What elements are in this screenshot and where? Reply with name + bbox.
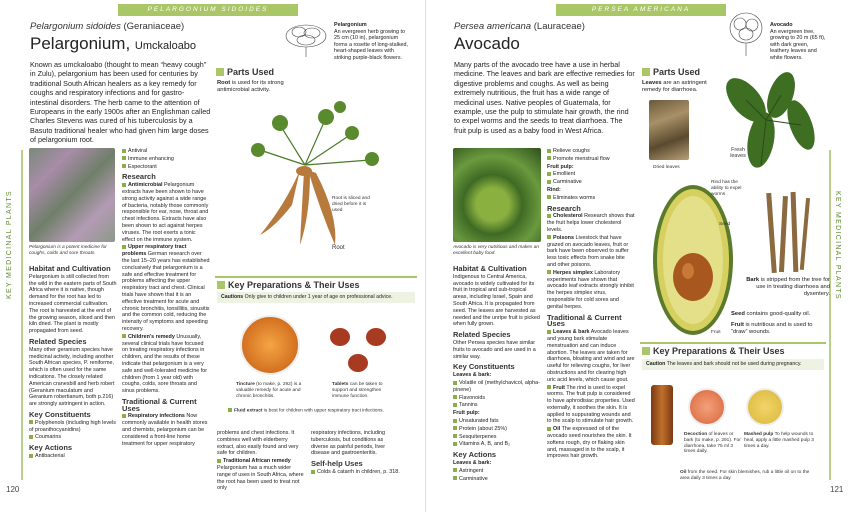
action-item: Carminative xyxy=(547,179,635,186)
research-herpes: Herpes simplex Laboratory experiments have shown that avocado leaf extracts strongly inhibit the herpes simplex virus, responsible for cold sores and genital herpes. xyxy=(547,269,634,310)
research-antimicrobial: Antimicrobial Pelargonium extracts have been shown to have strong activity against a wide range of bacteria, notably those commonly responsible for ear, nose, throat and chest infections. Extracts have also been shown to act against herpes viruses. The root exerts a tonic effect on the immune system. xyxy=(122,182,209,243)
col3-remedy: Traditional African remedy Pelargonium has a much wider range of uses in South Africa, where the root has been used to treat not only xyxy=(217,458,304,492)
action-item: Antibacterial xyxy=(29,453,117,460)
research-upper: Upper respiratory tract problems German research over the last 15–20 years has established conclusively that pelargonium is a safe and effective treatment for problems affecting the upper respiratory tract and chest. Clinical trials have shown that it is an effective treatment for acute and chronic bronchitis, tonsillitis, sinusitis and the common cold, reducing the intensity of symptoms and speeding recovery. xyxy=(122,244,210,332)
mashed-pulp-image xyxy=(746,388,784,426)
right-column-1 xyxy=(453,262,541,483)
decoction-image xyxy=(688,388,726,426)
research-children: Children’s remedy Unusually, several clinical trials have focused on treating respiratory infections in children, and the results of these indicate that pelargonium is a very safe and well-tolerated medicine for children (from 1 year old) with coughs, colds, sore throats and sinus problems. xyxy=(122,333,208,395)
leaf-icon xyxy=(216,68,224,76)
related-heading: Related Species xyxy=(453,330,511,340)
fluid-extract-note: Fluid extract is best for children with upper respiratory tract infections. xyxy=(228,408,413,414)
page-title: Pelargonium, Umckaloabo xyxy=(30,34,197,53)
related-text: Many other geranium species have medicinal activity, including another South African species, P. reniforme, which is often used for the same indications. The closely related American cranesbill and herb robert (Geranium maculatum and Geranium robertianum, both p.216) are strongly astringent in action. xyxy=(29,346,115,408)
research-cholesterol: Cholesterol Research shows that the fruit helps lower cholesterol levels. xyxy=(547,213,635,233)
research-heading: Research xyxy=(122,172,156,182)
preparations-heading: Key Preparations & Their Uses xyxy=(642,344,785,358)
bark-illustration xyxy=(764,188,814,278)
subheading: Rind: xyxy=(547,186,561,193)
mashed-pulp-note: Mashed pulp To help wounds to heal, apply a little mashed pulp 3 times a day. xyxy=(744,432,814,449)
habitat-heading: Habitat and Cultivation xyxy=(29,264,111,273)
habitat-heading: Habitat & Cultivation xyxy=(453,264,527,273)
action-item: Emollient xyxy=(547,171,635,178)
subheading: Fruit pulp: xyxy=(547,163,574,170)
photo-caption: Avocado is very nutritious and makes an excellent baby food. xyxy=(453,245,540,256)
left-column-2 xyxy=(122,148,210,448)
related-heading: Related Species xyxy=(29,336,87,346)
constituents-heading: Key Constituents xyxy=(453,362,515,372)
page-number: 120 xyxy=(6,485,20,494)
seed-note: Seed contains good-quality oil. xyxy=(731,311,811,317)
plant-note: Avocado An evergreen tree, growing to 20 m (65 ft), with dark green, leathery leaves and white flowers. xyxy=(770,22,826,61)
traditional-heading: Traditional & Current Uses xyxy=(122,396,197,413)
subheading: Leaves & bark: xyxy=(453,372,492,379)
dried-leaves-image xyxy=(649,100,689,160)
constituent-item: Volatile oil (methylchavicol, alpha-pinene) xyxy=(453,379,540,393)
action-item: Astringent xyxy=(453,468,541,475)
header-tab: PERSEA AMERICANA xyxy=(556,4,726,16)
tree-sketch-icon xyxy=(726,10,766,58)
fruit-label: Fruit xyxy=(711,330,721,335)
habitat-text: Indigenous to Central America, avocado is widely cultivated for its fruit in tropical and sub-tropical areas, including Israel, Spain and South Africa. It is propagated from seed. The leaves are harvested as needed and the unripe fruit is picked when fully grown. xyxy=(453,273,540,328)
header-tab: PELARGONIUM SIDOIDES xyxy=(118,4,298,16)
action-item: Expectorant xyxy=(122,164,210,171)
intro-text: Known as umckaloabo (thought to mean “heavy cough” in Zulu), pelargonium has been used for centuries by traditional South African healers as a key remedy for coughs and respiratory infections and for gastro-intestinal disorders. The herb came to the attention of Europeans in the early 1900s after an Englishman called Charles Stevens was cured of his tuberculosis by a Basuto traditional healer who had given him large doses of pelargonium root. xyxy=(30,60,211,145)
photo-caption: Pelargonium is a potent medicine for coughs, colds and sore throats. xyxy=(29,245,107,256)
parts-used-text: Leaves are an astringent remedy for diarrhoea. xyxy=(642,80,707,93)
bark-note: Bark is stripped from the tree for use in treating diarrhoea and dysentery. xyxy=(746,277,830,297)
pelargonium-photo xyxy=(29,148,115,242)
selfhelp-item: Colds & catarrh in children, p. 318. xyxy=(311,469,401,476)
avocado-illustration xyxy=(648,175,738,340)
oil-note: Oil from the seed. For skin blemishes, rub a little oil on to the area daily 3 times a day. xyxy=(680,470,810,481)
subheading: Leaves & bark: xyxy=(453,459,492,466)
rind-note: Rind has the ability to expel worms xyxy=(711,180,742,197)
seed-label: Seed xyxy=(719,222,731,227)
intro-text: Many parts of the avocado tree have a use in herbal medicine. The leaves and bark are effective remedies for digestive problems and coughs. As well as being extremely nutritious, the fruit has a wide range of medicinal uses. Native peoples of Guatemala, for example, use the pulp to stimulate hair growth, the rind to expel worms and the seeds to treat diarrhoea. The fruit pulp is used as a baby food in West Africa. xyxy=(454,60,635,135)
col3-text: problems and chest infections. It combines well with elderberry extract, also easily found and very safe for children. xyxy=(217,430,299,457)
subheading: Fruit pulp: xyxy=(453,410,480,417)
preparations-heading: Key Preparations & Their Uses xyxy=(217,278,360,292)
key-actions-heading: Key Actions xyxy=(453,450,497,460)
left-column-4 xyxy=(311,430,401,477)
tincture-note: Tincture (to make, p. 292) is a valuable remedy for acute and chronic bronchitis. xyxy=(236,382,302,399)
action-item: Promote menstrual flow xyxy=(547,156,635,163)
leaf-icon xyxy=(642,68,650,76)
page-number: 121 xyxy=(830,485,844,494)
traditional-heading: Traditional & Current Uses xyxy=(547,312,622,329)
right-page xyxy=(425,0,850,512)
latin-name: Persea americana (Lauraceae) xyxy=(454,21,585,32)
habitat-text: Pelargonium is still collected from the wild in the eastern parts of South Africa where it is native, though demand for the root has led to increased commercial cultivation. The root is harvested at the end of the growing season, sliced and then kiln dried. The plant is mostly propagated from seed. xyxy=(29,273,117,335)
constituent-item: Sesquiterpenes xyxy=(453,434,541,441)
left-column-1 xyxy=(29,262,117,461)
constituent-item: Protein (about 25%) xyxy=(453,426,541,433)
traditional-text: Respiratory infections Now commonly available in health stores and chemists, pelargonium can be considered a front-line home treatment for upper respiratory xyxy=(122,413,208,447)
constituent-item: Flavonoids xyxy=(453,395,541,402)
trad-leaves: Leaves & bark Avocado leaves and young bark stimulate menstruation and can induce abortion. The leaves are taken for diarrhoea, bloating and wind and are useful for relieving coughs, for liver obstructions and for clearing high uric acid levels, which cause gout. xyxy=(547,329,635,383)
trad-oil: Oil The expressed oil of the avocado seed nourishes the skin. It softens rough, dry or flaking skin and, massaged in to the scalp, it improves hair growth. xyxy=(547,426,632,460)
root-note: Root is sliced and dried before it is used xyxy=(332,196,370,213)
caution-note: Caution The leaves and bark should not be used during pregnancy. xyxy=(642,359,824,370)
leaf-icon xyxy=(642,347,650,355)
action-item: Immune enhancing xyxy=(122,156,210,163)
tincture-image xyxy=(240,315,300,375)
vine-decoration xyxy=(21,150,23,480)
tablet-image xyxy=(366,328,386,346)
fruit-note: Fruit is nutritious and is used to “draw” wounds. xyxy=(731,322,813,335)
parts-used-text: Root is used for its strong antimicrobial activity. xyxy=(217,80,284,93)
tablets-note: Tablets can be taken to support and strengthen immune function. xyxy=(332,382,383,399)
constituent-item: Unsaturated fats xyxy=(453,418,541,425)
constituent-item: Vitamins A, B, and B₂ xyxy=(453,441,541,448)
constituent-item: Coumarins xyxy=(29,434,117,441)
latin-name: Pelargonium sidoides (Geraniaceae) xyxy=(30,21,185,32)
fresh-leaves-label: Fresh leaves xyxy=(730,147,746,159)
action-item: Carminative xyxy=(453,476,541,483)
decoction-note: Decoction of leaves or bark (to make, p. 291). For diarrhoea, take 75 ml 3 times daily. xyxy=(684,432,741,455)
col4-text: respiratory infections, including tuberculosis, but conditions as diverse as painful periods, liver disease and gastroenteritis. xyxy=(311,430,386,457)
dried-leaves-label: Dried leaves xyxy=(653,165,680,170)
root-label: Root xyxy=(332,245,345,251)
selfhelp-heading: Self-help Uses xyxy=(311,459,363,469)
sidebar-label: KEY MEDICINAL PLANTS xyxy=(6,190,13,300)
constituent-item: Tannins xyxy=(453,402,541,409)
oil-bottle-image xyxy=(651,385,673,445)
right-column-2 xyxy=(547,148,635,461)
action-item: Eliminates worms xyxy=(547,195,635,202)
key-actions-heading: Key Actions xyxy=(29,443,73,453)
research-heading: Research xyxy=(547,203,581,213)
action-item: Antiviral xyxy=(122,148,210,155)
caution-note: Cautions Only give to children under 1 year of age on professional advice. xyxy=(217,292,415,303)
sidebar-label: KEY MEDICINAL PLANTS xyxy=(834,190,841,300)
research-poisons: Poisons Livestock that have grazed on avocado leaves, fruit or bark have been observed to suffer less toxic effects from snake bite and other poisons. xyxy=(547,234,629,268)
constituents-heading: Key Constituents xyxy=(29,409,91,419)
parts-used-heading: Parts Used xyxy=(216,65,274,79)
parts-used-heading: Parts Used xyxy=(642,65,700,79)
root-illustration xyxy=(230,95,410,255)
related-text: Other Persea species have similar fruits to avocado and are used in a similar way. xyxy=(453,339,536,360)
trad-fruit: Fruit The rind is used to expel worms. The fruit pulp is considered to have aphrodisiac properties. Used externally, it soothes the skin. It is applied to suppurating wounds and to the scalp to stimulate hair growth. xyxy=(547,384,635,425)
page-title: Avocado xyxy=(454,34,520,53)
avocado-photo xyxy=(453,148,541,242)
plant-sketch-icon xyxy=(281,20,331,58)
action-item: Relieve coughs xyxy=(547,148,635,155)
left-column-3 xyxy=(217,430,305,493)
constituent-item: Polyphenols (including high levels of proanthocyanidins) xyxy=(29,419,116,433)
plant-note: Pelargonium An evergreen herb growing to 25 cm (10 in), pelargonium forms a rosette of long-stalked, heart-shaped leaves with striking purple-black flowers. xyxy=(334,22,409,61)
leaf-icon xyxy=(217,281,225,289)
tablet-image xyxy=(348,354,368,372)
tablet-image xyxy=(330,328,350,346)
fresh-leaves-illustration xyxy=(706,70,826,180)
